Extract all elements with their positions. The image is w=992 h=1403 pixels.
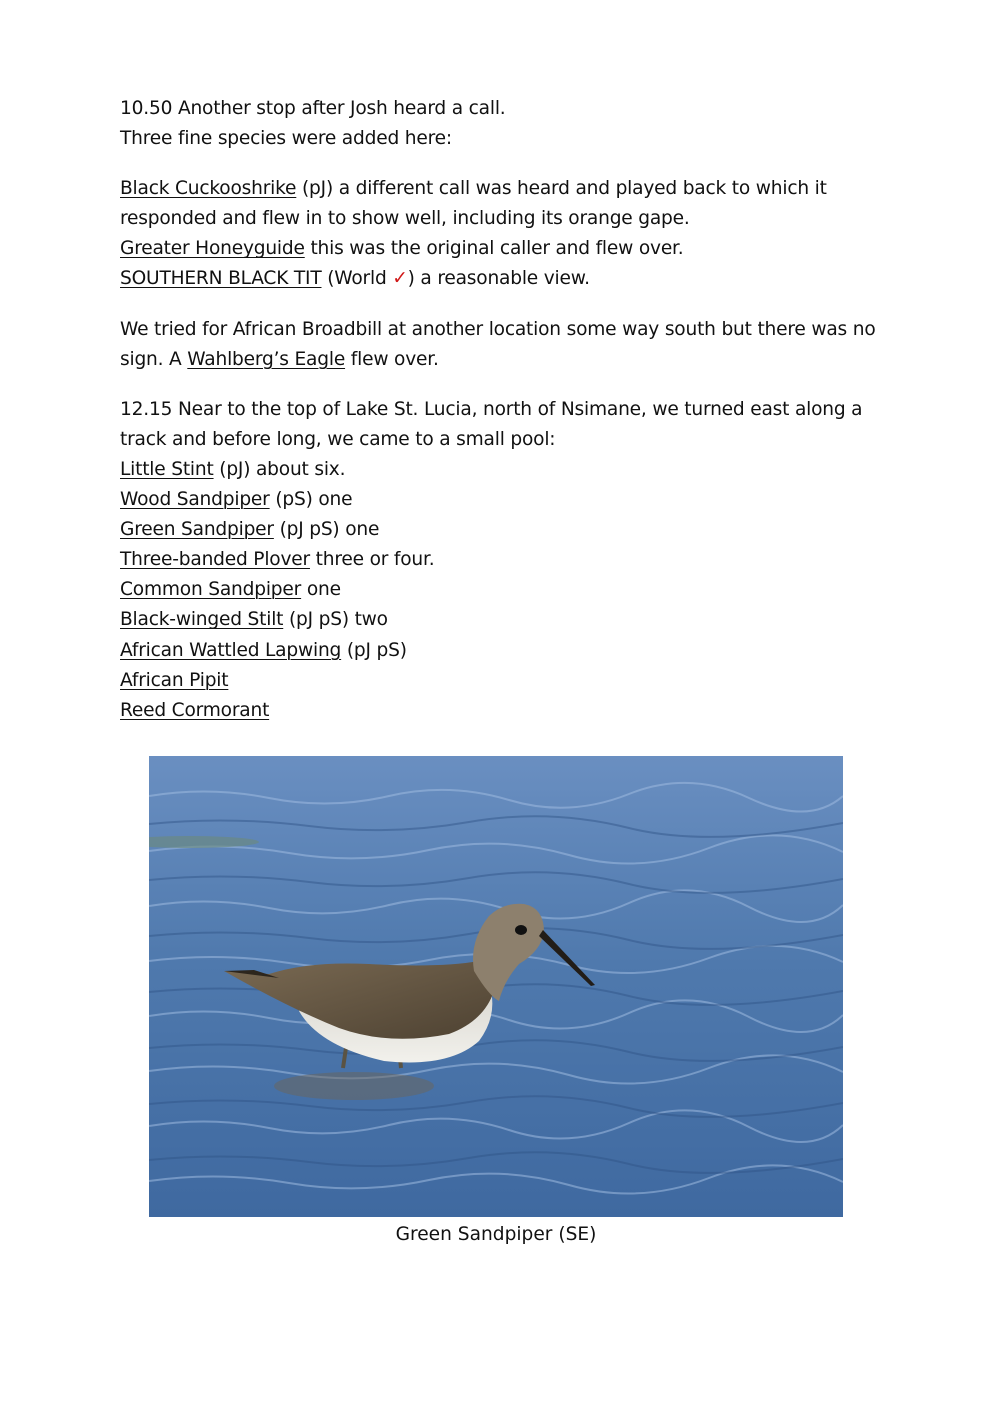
list-item [120,575,880,605]
broadbill-text [120,315,880,375]
species-note: (pJ) a different call was heard and played back to which it responded and flew in to show well, including its orange gape. [120,178,827,230]
species-name: Reed Cormorant [120,699,270,721]
list-item [120,636,880,666]
list-item [120,605,880,635]
species-name: African Pipit [120,669,229,691]
entry-southern-black-tit [120,264,880,294]
species-southern-black-tit: SOUTHERN BLACK TIT [120,268,322,290]
text-segment: We tried for African Broadbill at another location some way south but there was no sign. A [120,318,876,370]
list-item [120,515,880,545]
species-wahlbergs-eagle: Wahlberg’s Eagle [187,348,346,370]
species-black-cuckooshrike: Black Cuckooshrike [120,178,297,200]
species-name: Common Sandpiper [120,579,302,601]
paragraph-species-added [120,174,880,294]
list-item [120,545,880,575]
species-name: Little Stint [120,458,214,480]
paragraph-broadbill [120,315,880,375]
species-name: Three-banded Plover [120,549,310,571]
species-note: (pJ pS) [341,639,407,661]
entry-greater-honeyguide [120,234,880,264]
text-segment: flew over. [345,348,439,370]
list-item [120,455,880,485]
list-item [120,696,880,726]
time-line: 10.50 Another stop after Josh heard a call. [120,98,506,119]
photo-caption: Green Sandpiper (SE) [395,1224,597,1245]
check-icon: ✓ [392,268,408,290]
pool-intro: 12.15 Near to the top of Lake St. Lucia, north of Nsimane, we turned east along a track and before long, we came to a small pool: [120,398,863,450]
entry-black-cuckooshrike [120,174,880,234]
species-note: (pJ pS) two [283,609,388,631]
species-note: (pJ pS) one [273,519,380,541]
species-note: (pJ) about six. [213,458,346,480]
species-greater-honeyguide: Greater Honeyguide [120,238,305,260]
species-name: African Wattled Lapwing [120,639,342,661]
green-sandpiper-photo [149,756,843,1217]
species-note: one [301,579,341,601]
species-note: this was the original caller and flew over. [304,238,684,260]
species-note: ) a reasonable view. [407,268,590,290]
paragraph-stop-1050 [120,94,880,154]
species-note: (pS) one [269,489,353,511]
species-name: Green Sandpiper [120,519,274,541]
body-text [120,94,880,726]
species-note: three or four. [309,549,435,571]
species-name: Black-winged Stilt [120,609,284,631]
paragraph-pool [120,395,880,726]
species-note: (World [321,268,393,290]
list-item [120,485,880,515]
species-name: Wood Sandpiper [120,489,270,511]
intro-line: Three fine species were added here: [120,128,452,150]
list-item [120,666,880,696]
bird-reflection [274,1072,434,1100]
